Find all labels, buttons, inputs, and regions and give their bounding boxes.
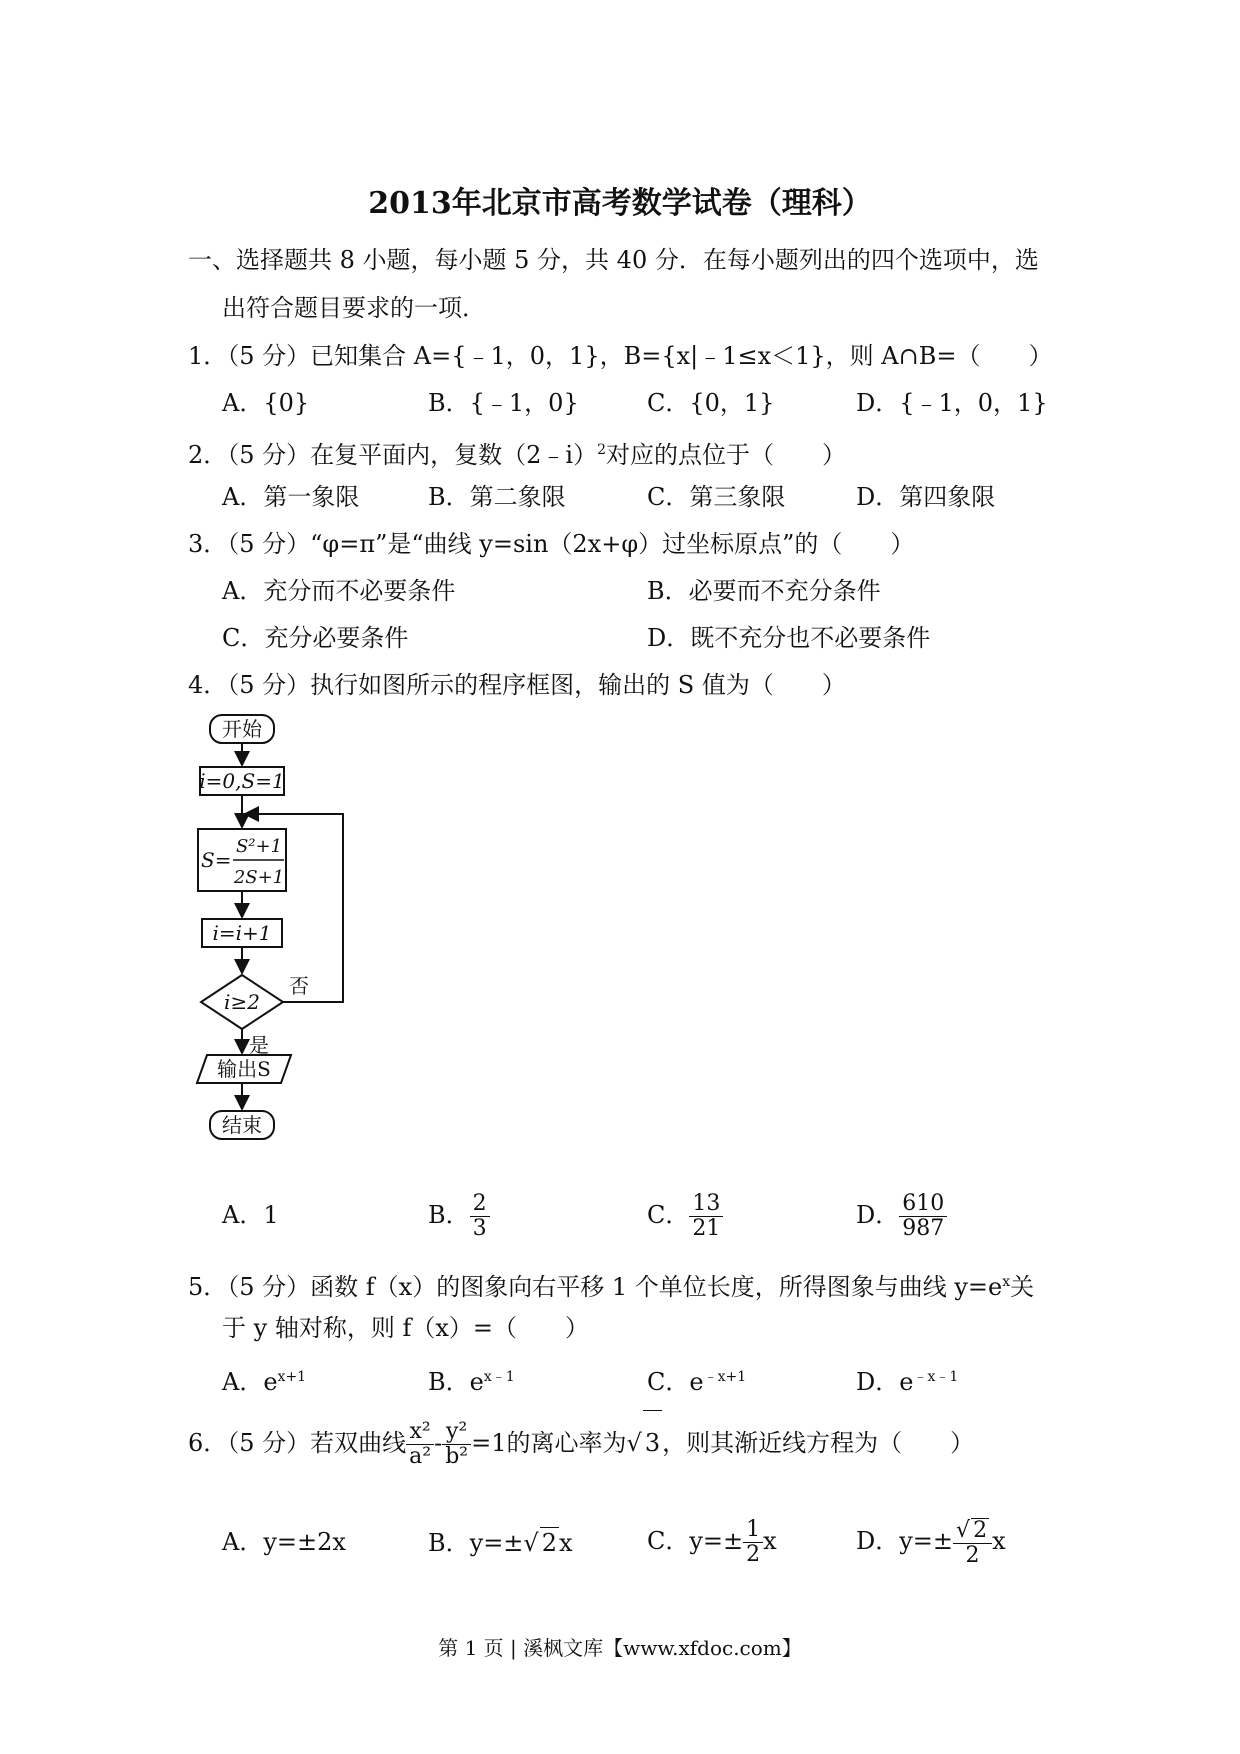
flow-init-label: i=0,S=1	[199, 769, 285, 793]
q3-stem: 3．（5 分）“φ=π”是“曲线 y=sin（2x+φ）过坐标原点”的（ ）	[188, 530, 915, 558]
q5-option-a: A．$e^{x+1}$	[222, 1368, 307, 1396]
flow-yes-label: 是	[249, 1033, 269, 1057]
q6-option-a: A．y=±2x	[222, 1528, 346, 1556]
flow-no-label: 否	[289, 974, 309, 998]
q3-option-d: D．既不充分也不必要条件	[647, 624, 931, 652]
section-heading-line2: 出符合题目要求的一项．	[222, 294, 486, 322]
q6-option-b: B．y=±√ 2x	[428, 1529, 573, 1557]
q5-stem-line2: 于 y 轴对称，则 f（x）=（ ）	[222, 1314, 589, 1342]
flow-assign-num: S²+1	[235, 836, 283, 857]
flow-increment-label: i=i+1	[212, 921, 272, 945]
q5-option-d: D．$e^{﹣x﹣1}$	[856, 1368, 959, 1396]
q1-option-b: B．{﹣1，0}	[428, 389, 579, 417]
flow-condition-label: i≥2	[224, 990, 260, 1014]
q5-option-b: B．$e^{x﹣1}$	[428, 1368, 515, 1396]
flow-assign-lhs: S=	[201, 848, 232, 872]
q5-stem: 5．（5 分）函数 f（x）的图象向右平移 1 个单位长度，所得图象与曲线 $y=e^x$关	[188, 1273, 1035, 1301]
flow-output-label: 输出S	[217, 1057, 271, 1081]
flow-start-label: 开始	[222, 717, 262, 741]
page-title: 2013年北京市高考数学试卷（理科）	[368, 186, 872, 221]
q4-option-d: D． $\frac{610}{987}$	[856, 1186, 947, 1244]
q4-stem: 4．（5 分）执行如图所示的程序框图，输出的 S 值为（ ）	[188, 671, 846, 699]
q6-option-c: C．y=± $\frac{1}{2}$ x	[647, 1517, 777, 1567]
q3-option-b: B．必要而不充分条件	[647, 577, 881, 605]
q1-option-d: D．{﹣1，0，1}	[856, 389, 1048, 417]
q6-stem: 6．（5 分）若双曲线 $\frac{\text{x²}}{\text{a²}}$ - $\frac{\text{y²}}{\text{b²}}$ =1的离心率为√ 3，则其渐近线方程为（ ）	[188, 1410, 974, 1475]
q2-stem: 2．（5 分）在复平面内，复数（2﹣i）$^2$对应的点位于（ ）	[188, 441, 847, 469]
q6-option-d: D．y=± $\frac{√ 2}{2}$ x	[856, 1517, 1006, 1568]
q2-option-a: A．第一象限	[222, 483, 360, 511]
flow-assign-den: 2S+1	[233, 867, 285, 888]
section-heading-line1: 一、选择题共 8 小题，每小题 5 分，共 40 分．在每小题列出的四个选项中，选	[188, 246, 1039, 274]
q2-option-b: B．第二象限	[428, 483, 566, 511]
q3-option-a: A．充分而不必要条件	[222, 577, 456, 605]
q1-stem: 1．（5 分）已知集合 A={﹣1，0，1}，B={x|﹣1≤x＜1}，则 A∩B=（ ）	[188, 342, 1053, 370]
q5-option-c: C．$e^{﹣x+1}$	[647, 1368, 747, 1396]
q3-option-c: C．充分必要条件	[222, 624, 409, 652]
q1-option-c: C．{0，1}	[647, 389, 775, 417]
flow-end-label: 结束	[222, 1113, 262, 1137]
q2-option-d: D．第四象限	[856, 483, 996, 511]
q4-option-c: C． $\frac{13}{21}$	[647, 1186, 723, 1244]
page-footer: 第 1 页 | 溪枫文库【www.xfdoc.com】	[438, 1636, 802, 1660]
q1-option-a: A．{0}	[222, 389, 310, 417]
q2-option-c: C．第三象限	[647, 483, 786, 511]
program-flowchart	[185, 712, 360, 1167]
q4-option-a: A．1	[222, 1201, 279, 1229]
q4-option-b: B． $\frac{2}{3}$	[428, 1186, 490, 1244]
